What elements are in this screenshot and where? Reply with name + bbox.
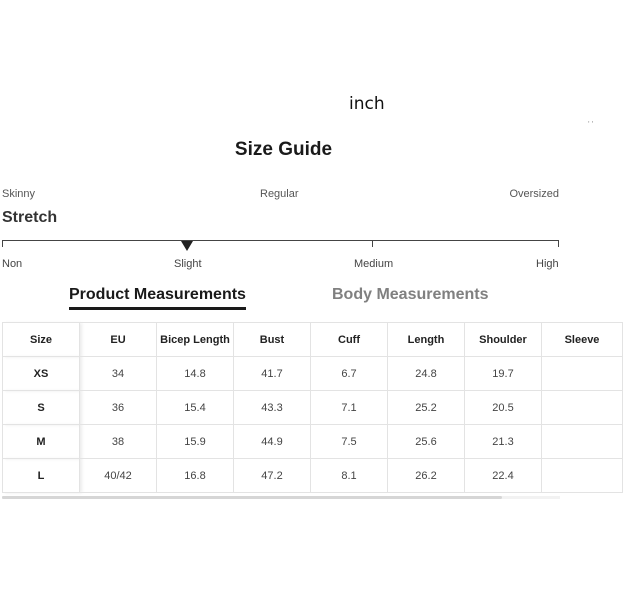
cell-sleeve: [542, 391, 623, 425]
cell-length: 26.2: [388, 459, 465, 493]
corner-mark: ' ': [588, 120, 594, 129]
cell-cuff: 8.1: [311, 459, 388, 493]
cell-cuff: 7.1: [311, 391, 388, 425]
stretch-label-high: High: [536, 258, 559, 270]
cell-sleeve: [542, 459, 623, 493]
cell-cuff: 6.7: [311, 357, 388, 391]
unit-label[interactable]: inch: [349, 94, 385, 114]
cell-bust: 43.3: [234, 391, 311, 425]
stretch-title: Stretch: [2, 209, 58, 226]
cell-size: M: [3, 425, 80, 459]
stretch-tick-non: [2, 240, 3, 247]
stretch-label-slight: Slight: [174, 258, 202, 270]
cell-shoulder: 20.5: [465, 391, 542, 425]
header-length: Length: [388, 323, 465, 357]
cell-eu: 36: [80, 391, 157, 425]
fit-label-skinny: Skinny: [2, 188, 36, 200]
stretch-tick-medium: [372, 240, 373, 247]
fit-label-regular: Regular: [260, 188, 299, 200]
tab-product-measurements[interactable]: Product Measurements: [69, 286, 246, 310]
cell-bicep-length: 15.9: [157, 425, 234, 459]
cell-bust: 41.7: [234, 357, 311, 391]
fit-label-oversized: Oversized: [509, 188, 559, 200]
cell-size: XS: [3, 357, 80, 391]
stretch-marker-icon: [181, 241, 193, 251]
table-scrollbar-thumb[interactable]: [2, 496, 502, 499]
cell-bicep-length: 15.4: [157, 391, 234, 425]
table-row: [3, 391, 623, 425]
header-cuff: Cuff: [311, 323, 388, 357]
cell-length: 25.2: [388, 391, 465, 425]
cell-bicep-length: 14.8: [157, 357, 234, 391]
stretch-tick-high: [558, 240, 559, 247]
measurements-table-scroll[interactable]: [2, 322, 600, 496]
page-title: Size Guide: [234, 139, 333, 160]
measurements-table: [2, 322, 623, 493]
header-bust: Bust: [234, 323, 311, 357]
header-sleeve: Sleeve: [542, 323, 623, 357]
cell-bust: 47.2: [234, 459, 311, 493]
table-row: [3, 459, 623, 493]
header-size: Size: [3, 323, 80, 357]
tab-body-measurements[interactable]: Body Measurements: [332, 286, 489, 307]
table-row: [3, 425, 623, 459]
cell-eu: 40/42: [80, 459, 157, 493]
table-header-row: [3, 323, 623, 357]
cell-cuff: 7.5: [311, 425, 388, 459]
header-eu: EU: [80, 323, 157, 357]
stretch-label-medium: Medium: [354, 258, 394, 270]
cell-eu: 34: [80, 357, 157, 391]
cell-size: S: [3, 391, 80, 425]
cell-shoulder: 19.7: [465, 357, 542, 391]
stretch-track: [2, 240, 559, 241]
cell-shoulder: 21.3: [465, 425, 542, 459]
cell-bicep-length: 16.8: [157, 459, 234, 493]
cell-sleeve: [542, 425, 623, 459]
cell-size: L: [3, 459, 80, 493]
table-row: [3, 357, 623, 391]
cell-sleeve: [542, 357, 623, 391]
cell-length: 25.6: [388, 425, 465, 459]
cell-length: 24.8: [388, 357, 465, 391]
cell-shoulder: 22.4: [465, 459, 542, 493]
header-shoulder: Shoulder: [465, 323, 542, 357]
stretch-label-non: Non: [2, 258, 23, 270]
cell-eu: 38: [80, 425, 157, 459]
fit-scale: [2, 190, 559, 202]
cell-bust: 44.9: [234, 425, 311, 459]
header-bicep-length: Bicep Length: [157, 323, 234, 357]
